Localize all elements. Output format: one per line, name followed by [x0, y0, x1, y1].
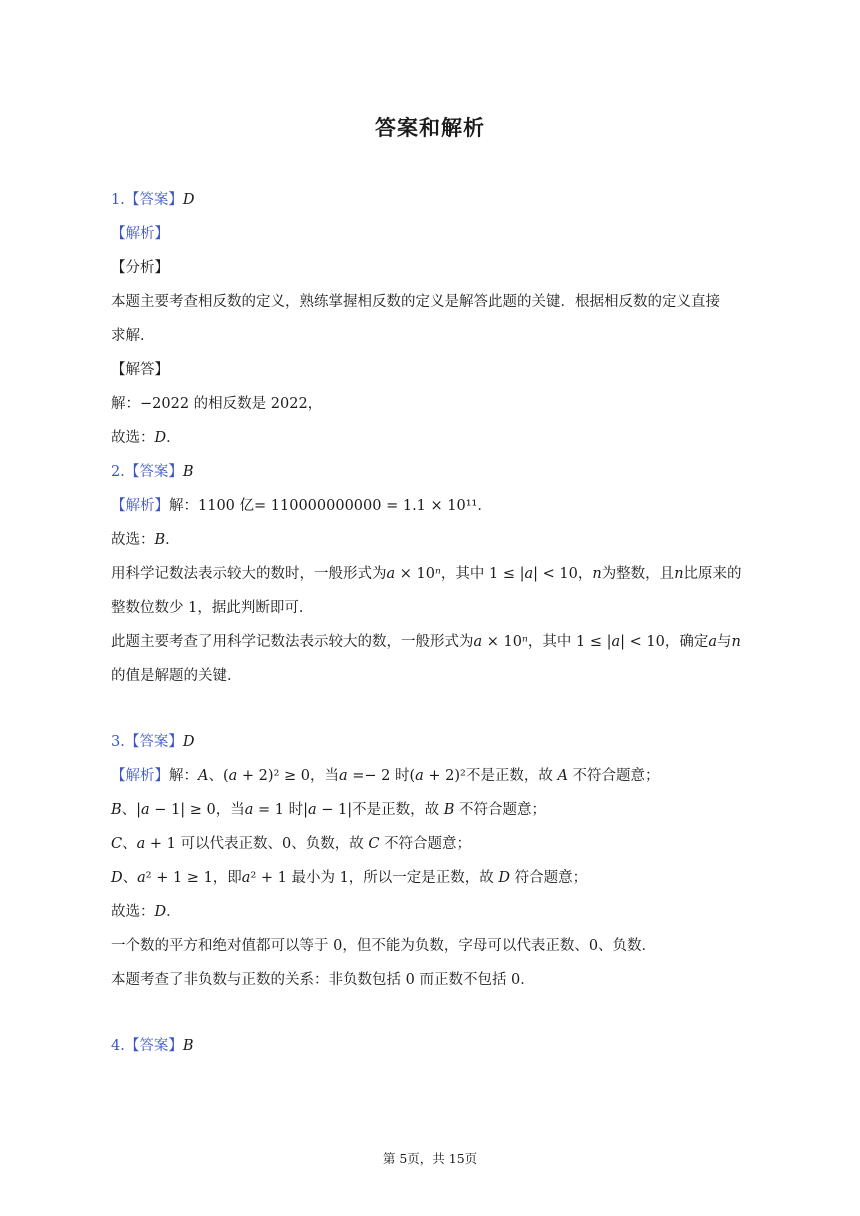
q3-d-line: [111, 868, 751, 888]
text-segment: D: [182, 192, 195, 208]
text-segment: ，其中 1 ≤ |: [527, 634, 612, 650]
text-segment: 此题主要考查了用科学记数法表示较大的数，一般形式为: [111, 634, 474, 650]
text-segment: × 10: [482, 634, 522, 650]
text-segment: 为整数，且: [601, 566, 675, 582]
q2-text-2-line: [111, 598, 751, 618]
text-segment: D: [111, 870, 123, 886]
text-segment: + 2)² ≥ 0，当: [237, 768, 339, 784]
text-segment: D: [498, 870, 511, 886]
text-segment: 3.【答案】: [111, 734, 183, 750]
text-segment: n: [731, 634, 741, 650]
text-segment: 【解析】: [111, 768, 169, 784]
text-segment: 、: [122, 836, 137, 852]
q1-jieda-label-line: [111, 360, 751, 380]
text-segment: a: [524, 566, 534, 582]
text-segment: a: [473, 634, 483, 650]
text-segment: B: [182, 464, 194, 480]
text-segment: 的值是解题的关键．: [111, 668, 242, 684]
q3-analysis-line: [111, 766, 751, 786]
text-segment: n: [674, 566, 684, 582]
text-segment: 【解析】: [111, 498, 169, 514]
text-segment: a: [708, 634, 717, 650]
q2-text-3-line: [111, 632, 751, 652]
text-segment: 不符合题意；: [379, 836, 472, 852]
text-segment: = 1 时|: [253, 802, 309, 818]
page-title: 答案和解析: [375, 116, 485, 140]
text-segment: A: [198, 768, 209, 784]
text-segment: 解：−2022 的相反数是 2022，: [111, 396, 323, 412]
text-segment: 与: [717, 634, 732, 650]
text-segment: 符合题意；: [510, 870, 588, 886]
text-segment: 不符合题意；: [567, 768, 660, 784]
q3-text-1-line: [111, 936, 751, 956]
text-segment: a: [611, 634, 621, 650]
q1-text-3-line: [111, 394, 751, 414]
page-footer: 第 5页，共 15页: [382, 1151, 478, 1166]
q3-c-line: [111, 834, 751, 854]
q3-text-2-line: [111, 970, 751, 990]
text-segment: a: [137, 870, 146, 886]
q2-choice-line: [111, 530, 751, 550]
text-segment: ⁿ: [434, 566, 441, 582]
text-segment: =− 2 时(: [347, 768, 416, 784]
text-segment: B: [443, 802, 455, 818]
text-segment: − 1| ≥ 0，当: [149, 802, 245, 818]
text-segment: | < 10，: [533, 566, 593, 582]
q3-b-line: [111, 800, 751, 820]
q1-answer-line: [111, 190, 751, 210]
text-segment: × 10: [395, 566, 435, 582]
text-segment: − 1|不是正数，故: [316, 802, 444, 818]
text-segment: 解：: [169, 768, 198, 784]
text-segment: 比原来的: [683, 566, 742, 582]
q1-text-2-line: [111, 326, 751, 346]
text-segment: ．: [166, 904, 181, 920]
text-segment: C: [368, 836, 380, 852]
text-segment: a: [338, 768, 348, 784]
q2-answer-line: [111, 462, 751, 482]
text-segment: 求解．: [111, 328, 155, 344]
q1-fenxi-label-line: [111, 258, 751, 278]
text-segment: 本题主要考查相反数的定义，熟练掌握相反数的定义是解答此题的关键．根据相反数的定义直接: [111, 294, 720, 310]
text-segment: a: [415, 768, 424, 784]
text-segment: a: [228, 768, 238, 784]
text-segment: 4.【答案】: [111, 1038, 183, 1054]
text-segment: ．: [166, 430, 181, 446]
text-segment: 【解析】: [111, 226, 169, 242]
text-segment: 故选：: [111, 904, 155, 920]
text-segment: D: [154, 430, 167, 446]
q1-choice-line: [111, 428, 751, 448]
text-segment: B: [154, 532, 166, 548]
text-segment: 用科学记数法表示较大的数时，一般形式为: [111, 566, 387, 582]
text-segment: B: [182, 1038, 194, 1054]
text-segment: 本题考查了非负数与正数的关系：非负数包括 0 而正数不包括 0．: [111, 972, 535, 988]
text-segment: 、: [122, 870, 138, 886]
q3-choice-line: [111, 902, 751, 922]
text-segment: a: [244, 802, 254, 818]
text-segment: 故选：: [111, 532, 155, 548]
text-segment: ，其中 1 ≤ |: [440, 566, 525, 582]
text-segment: 2.【答案】: [111, 464, 183, 480]
text-segment: 、(: [208, 768, 229, 784]
text-segment: 不符合题意；: [454, 802, 547, 818]
text-segment: a: [308, 802, 317, 818]
q2-analysis-line: [111, 496, 751, 516]
text-segment: 【解答】: [111, 362, 169, 378]
q1-text-1-line: [111, 292, 751, 312]
text-segment: B: [111, 802, 122, 818]
text-segment: 一个数的平方和绝对值都可以等于 0，但不能为负数，字母可以代表正数、0、负数．: [111, 938, 657, 954]
text-segment: a: [136, 836, 146, 852]
text-segment: 故选：: [111, 430, 155, 446]
text-segment: A: [557, 768, 568, 784]
text-segment: 1.【答案】: [111, 192, 183, 208]
text-segment: 整数位数少 1，据此判断即可．: [111, 600, 314, 616]
text-segment: + 2)²不是正数，故: [423, 768, 558, 784]
text-segment: C: [111, 836, 123, 852]
text-segment: ．: [165, 532, 180, 548]
q2-text-4-line: [111, 666, 751, 686]
q3-answer-line: [111, 732, 751, 752]
text-segment: a: [241, 870, 251, 886]
text-segment: 、|: [121, 802, 142, 818]
text-segment: n: [592, 566, 602, 582]
q2-text-1-line: [111, 564, 751, 584]
text-segment: | < 10，确定: [620, 634, 709, 650]
text-segment: 解：1100 亿= 110000000000 = 1.1 × 10¹¹．: [169, 498, 492, 514]
text-segment: D: [182, 734, 195, 750]
text-segment: ² + 1 ≥ 1，即: [145, 870, 242, 886]
text-segment: D: [154, 904, 167, 920]
q1-analysis-label-line: [111, 224, 751, 244]
text-segment: a: [386, 566, 396, 582]
q4-answer-line: [111, 1036, 751, 1056]
text-segment: ² + 1 最小为 1，所以一定是正数，故: [250, 870, 499, 886]
text-segment: a: [141, 802, 150, 818]
text-segment: ⁿ: [521, 634, 528, 650]
text-segment: + 1 可以代表正数、0、负数，故: [145, 836, 369, 852]
text-segment: 【分析】: [111, 260, 169, 276]
